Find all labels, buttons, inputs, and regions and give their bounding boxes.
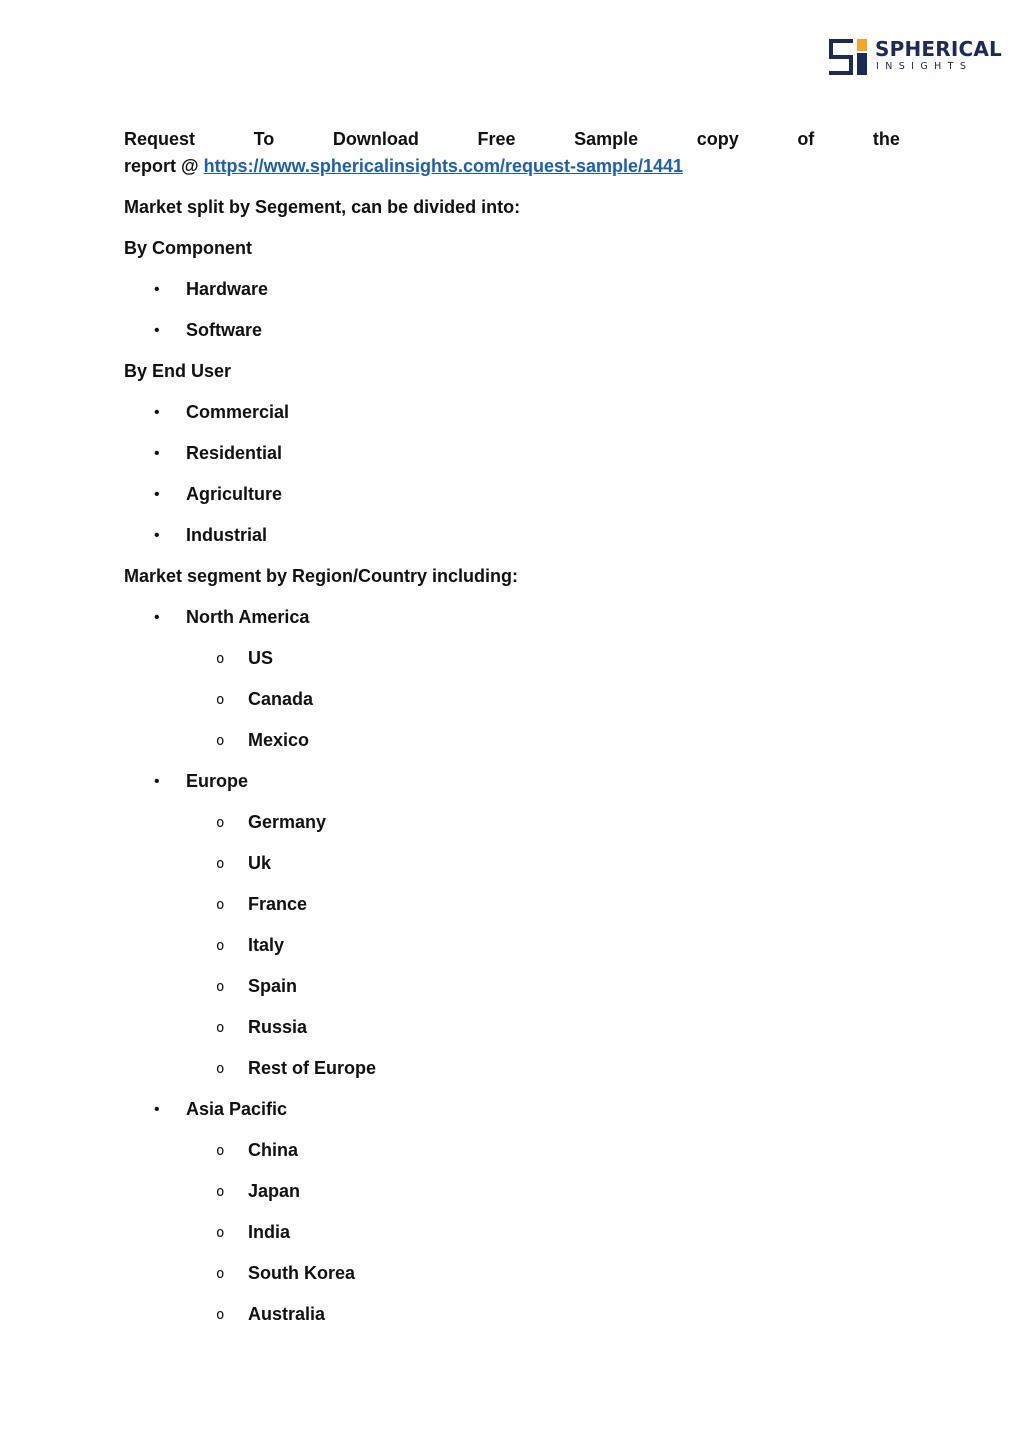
- request-sample-link[interactable]: https://www.sphericalinsights.com/request-sample/1441: [203, 156, 684, 176]
- logo-tagline: INSIGHTS: [876, 61, 973, 72]
- request-word: To: [253, 129, 275, 149]
- country-item: o Italy: [124, 932, 900, 959]
- list-item: • Agriculture: [124, 481, 900, 508]
- logo-wordmark: SPHERICAL: [875, 37, 1003, 61]
- region-item-asia-pacific: • Asia Pacific: [124, 1096, 900, 1123]
- country-item: o US: [124, 645, 900, 672]
- component-list: [124, 276, 900, 344]
- request-word: Download: [332, 129, 419, 149]
- request-prefix: report @: [124, 156, 199, 176]
- by-component-heading: By Component: [124, 238, 252, 258]
- region-item-europe: • Europe: [124, 768, 900, 795]
- country-item: o France: [124, 891, 900, 918]
- list-item: • Residential: [124, 440, 900, 467]
- region-list: [124, 768, 900, 795]
- country-item: o Uk: [124, 850, 900, 877]
- country-item: o Russia: [124, 1014, 900, 1041]
- segment-intro: Market split by Segement, can be divided into:: [124, 197, 521, 217]
- country-item: o South Korea: [124, 1260, 900, 1287]
- region-list: [124, 1096, 900, 1123]
- country-item: o Australia: [124, 1301, 900, 1328]
- country-item: o China: [124, 1137, 900, 1164]
- request-word: Request: [124, 129, 196, 149]
- region-item-north-america: • North America: [124, 604, 900, 631]
- list-item: • Commercial: [124, 399, 900, 426]
- country-item: o Canada: [124, 686, 900, 713]
- country-item: o Japan: [124, 1178, 900, 1205]
- country-item: o Spain: [124, 973, 900, 1000]
- request-word: of: [797, 129, 815, 149]
- by-end-user-heading: By End User: [124, 361, 232, 381]
- document-body: [124, 126, 900, 1328]
- end-user-list: [124, 399, 900, 549]
- country-item: o Mexico: [124, 727, 900, 754]
- list-item: • Software: [124, 317, 900, 344]
- logo-mark-icon: [829, 39, 867, 75]
- request-link-line: [124, 153, 900, 180]
- list-item: • Industrial: [124, 522, 900, 549]
- request-sample-line: [124, 126, 900, 153]
- region-intro: Market segment by Region/Country including:: [124, 566, 519, 586]
- country-item: o Rest of Europe: [124, 1055, 900, 1082]
- request-word: Sample: [574, 129, 639, 149]
- request-word: Free: [477, 129, 516, 149]
- country-item: o India: [124, 1219, 900, 1246]
- request-word: the: [872, 129, 900, 149]
- list-item: • Hardware: [124, 276, 900, 303]
- spherical-insights-logo: [829, 37, 1003, 77]
- region-list: [124, 604, 900, 631]
- country-item: o Germany: [124, 809, 900, 836]
- request-word: copy: [696, 129, 739, 149]
